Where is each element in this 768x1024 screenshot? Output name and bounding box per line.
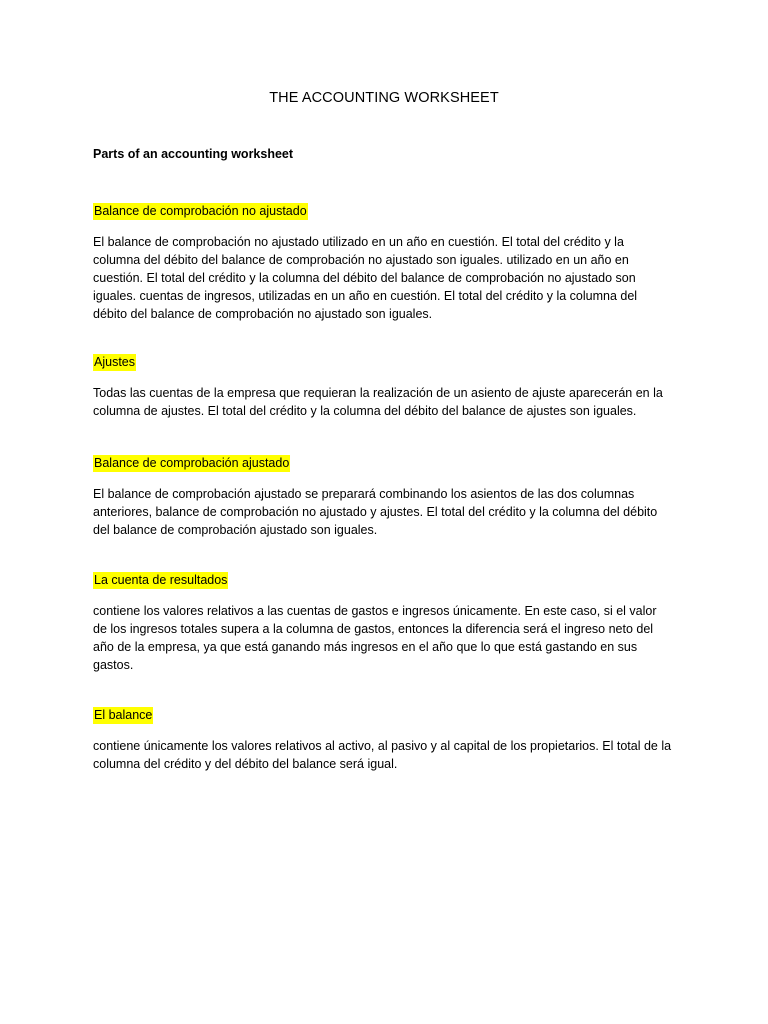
section-body: El balance de comprobación ajustado se preparará combinando los asientos de las dos columnas anteriores, balance de comprobación no ajustado y ajustes. El total del crédito y la columna del débito del balance de comprobación ajustado son iguales. [93, 487, 658, 537]
section-heading: Ajustes [94, 355, 135, 369]
document-subtitle: Parts of an accounting worksheet [93, 147, 294, 161]
section-income-statement [93, 571, 673, 674]
section-heading: La cuenta de resultados [94, 573, 228, 587]
section-heading: El balance [94, 708, 153, 722]
section-balance-sheet [93, 706, 673, 773]
section-body: El balance de comprobación no ajustado utilizado en un año en cuestión. El total del crédito y la columna del débito del balance de comprobación no ajustado son iguales. utilizado en un año en cuestión. El total del crédito y la columna del débito del balance de comprobación no ajustado son iguales. cuentas de ingresos, utilizadas en un año en cuestión. El total del crédito y la columna del débito del balance de comprobación no ajustado son iguales. [93, 235, 638, 321]
section-body: contiene únicamente los valores relativos al activo, al pasivo y al capital de los propietarios. El total de la columna del crédito y del débito del balance será igual. [93, 739, 672, 771]
section-adjustments [93, 353, 673, 420]
section-heading: Balance de comprobación ajustado [94, 456, 290, 470]
section-body: contiene los valores relativos a las cuentas de gastos e ingresos únicamente. En este caso, si el valor de los ingresos totales supera a la columna de gastos, entonces la diferencia será el ingreso neto del año de la empresa, ya que está ganando más ingresos en el año que lo que está gastando en sus gastos. [93, 604, 657, 672]
section-body: Todas las cuentas de la empresa que requieran la realización de un asiento de ajuste aparecerán en la columna de ajustes. El total del crédito y la columna del débito del balance de ajustes son iguales. [93, 386, 663, 418]
section-heading: Balance de comprobación no ajustado [94, 204, 307, 218]
section-adjusted-trial-balance [93, 454, 673, 539]
section-unadjusted-trial-balance [93, 202, 673, 323]
page-title: THE ACCOUNTING WORKSHEET [269, 90, 499, 106]
